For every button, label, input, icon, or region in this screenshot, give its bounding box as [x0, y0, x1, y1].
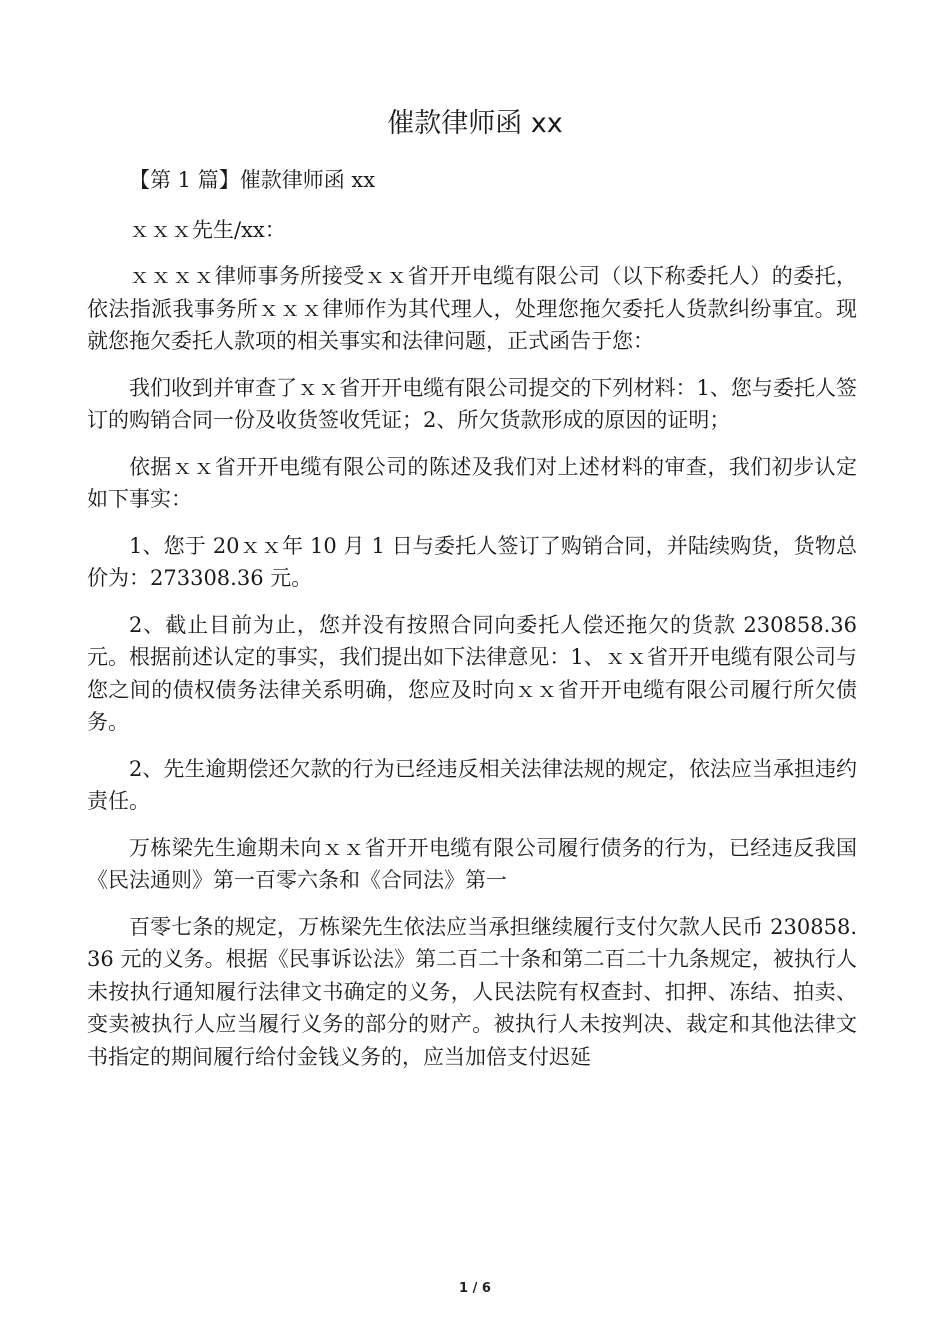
document-body	[87, 164, 857, 1087]
body-paragraph: 我们收到并审查了ｘｘ省开开电缆有限公司提交的下列材料：1、您与委托人签订的购销合同一份及收货签收凭证；2、所欠货款形成的原因的证明；	[87, 375, 857, 432]
body-paragraph: 2、先生逾期偿还欠款的行为已经违反相关法律法规的规定，依法应当承担违约责任。	[87, 756, 857, 813]
salutation: ｘｘｘ先生/xx：	[129, 217, 286, 242]
body-paragraph: 依据ｘｘ省开开电缆有限公司的陈述及我们对上述材料的审查，我们初步认定如下事实：	[87, 454, 857, 511]
body-paragraph: 万栋梁先生逾期未向ｘｘ省开开电缆有限公司履行债务的行为，已经违反我国《民法通则》第一百零六条和《合同法》第一	[87, 835, 857, 892]
section-heading: 【第 1 篇】催款律师函 xx	[129, 168, 376, 192]
document-title: 催款律师函 xx	[387, 108, 563, 139]
body-paragraph: 2、截止目前为止，您并没有按照合同向委托人偿还拖欠的货款 230858.36 元。根据前述认定的事实，我们提出如下法律意见：1、ｘｘ省开开电缆有限公司与您之间的债权债务法律关系明确，您应及时向ｘｘ省开开电缆有限公司履行所欠债务。	[87, 612, 857, 734]
body-paragraph: 1、您于 20ｘｘ年 10 月 1 日与委托人签订了购销合同，并陆续购货，货物总价为：273308.36 元。	[87, 533, 857, 590]
page-number: 1 / 6	[459, 1281, 491, 1296]
body-paragraph: ｘｘｘｘ律师事务所接受ｘｘ省开开电缆有限公司（以下称委托人）的委托，依法指派我事务所ｘｘｘ律师作为其代理人，处理您拖欠委托人货款纠纷事宜。现就您拖欠委托人款项的相关事实和法律问题，正式函告于您：	[87, 264, 857, 353]
body-paragraph: 百零七条的规定，万栋梁先生依法应当承担继续履行支付欠款人民币 230858.36 元的义务。根据《民事诉讼法》第二百二十条和第二百二十九条规定，被执行人未按执行通知履行法律文书确定的义务，人民法院有权查封、扣押、冻结、拍卖、变卖被执行人应当履行义务的部分的财产。被执行人未按判决、裁定和其他法律文书指定的期间履行给付金钱义务的，应当加倍支付迟延	[87, 914, 857, 1069]
